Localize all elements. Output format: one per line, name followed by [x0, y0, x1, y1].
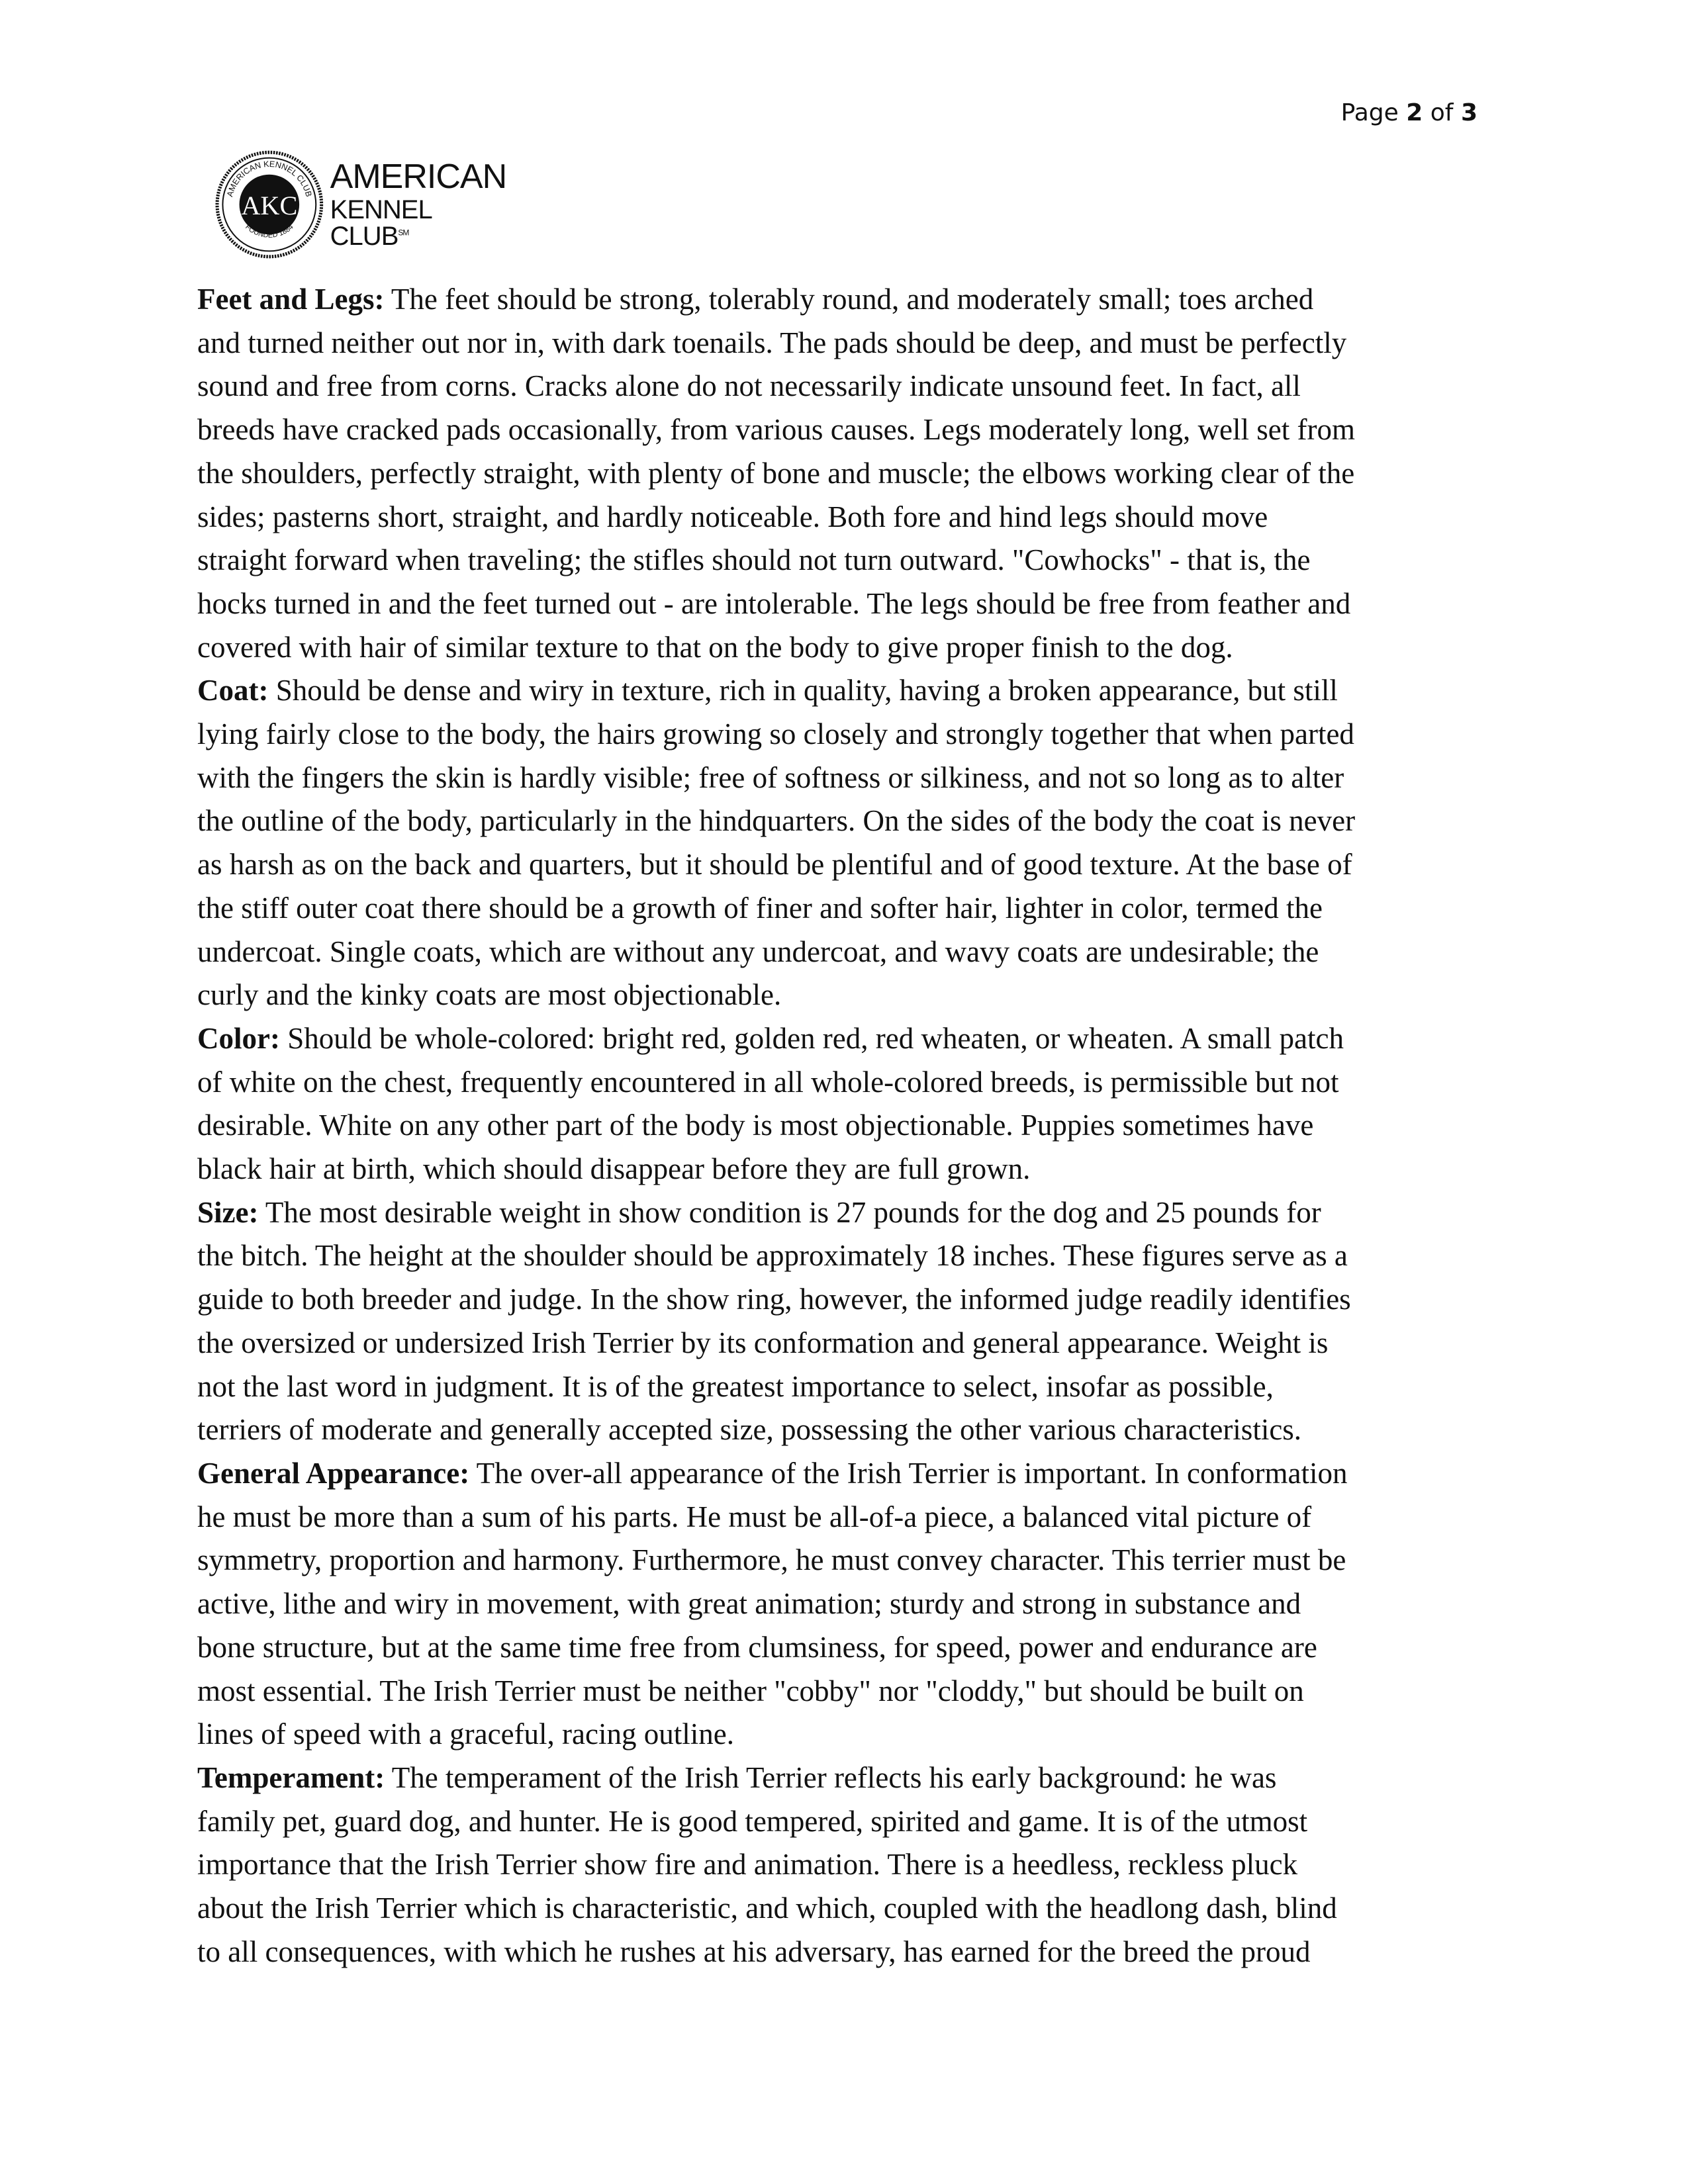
text-line: [197, 713, 1495, 756]
svg-text:FOUNDED 1884: FOUNDED 1884: [244, 222, 295, 240]
text-line: [197, 931, 1495, 974]
line-text: most essential. The Irish Terrier must be neither "cobby" nor "cloddy," but should be built on: [197, 1674, 1304, 1707]
text-line: [197, 1061, 1495, 1105]
text-line: [197, 1408, 1495, 1452]
line-text: bone structure, but at the same time free from clumsiness, for speed, power and endurance are: [197, 1630, 1317, 1664]
line-text: black hair at birth, which should disappear before they are full grown.: [197, 1152, 1031, 1186]
text-line: [197, 1017, 1495, 1061]
text-line: [197, 322, 1495, 365]
text-line: [197, 278, 1495, 322]
text-line: [197, 1582, 1495, 1626]
page-of: of: [1430, 99, 1454, 126]
page-label: Page: [1340, 99, 1399, 126]
text-line: [197, 496, 1495, 539]
svg-text:AKC: AKC: [241, 191, 298, 221]
text-line: [197, 1191, 1495, 1235]
logo-line1: AMERICAN: [330, 158, 507, 196]
text-line: [197, 408, 1495, 452]
line-text: as harsh as on the back and quarters, but it should be plentiful and of good texture. At the base of: [197, 848, 1352, 882]
text-line: [197, 626, 1495, 670]
line-text: to all consequences, with which he rushes at his adversary, has earned for the breed the proud: [197, 1934, 1311, 1968]
text-line: [197, 1800, 1495, 1844]
page-number: [1341, 99, 1477, 126]
line-text: lines of speed with a graceful, racing outline.: [197, 1717, 734, 1751]
line-text: desirable. White on any other part of the body is most objectionable. Puppies sometimes have: [197, 1109, 1314, 1142]
text-line: [197, 1539, 1495, 1582]
document-body: [197, 278, 1495, 1974]
text-line: [197, 1452, 1495, 1496]
text-line: [197, 843, 1495, 887]
line-text: Should be dense and wiry in texture, rich in quality, having a broken appearance, but still: [268, 674, 1338, 707]
line-text: undercoat. Single coats, which are without any undercoat, and wavy coats are undesirable; the: [197, 934, 1319, 968]
akc-wordmark: [330, 159, 512, 250]
text-line: [197, 1670, 1495, 1713]
line-text: covered with hair of similar texture to that on the body to give proper finish to the dog.: [197, 630, 1233, 664]
line-text: The temperament of the Irish Terrier reflects his early background: he was: [385, 1760, 1277, 1794]
line-text: lying fairly close to the body, the hairs growing so closely and strongly together that when parted: [197, 717, 1354, 751]
line-text: family pet, guard dog, and hunter. He is good tempered, spirited and game. It is of the utmost: [197, 1804, 1308, 1838]
line-text: the stiff outer coat there should be a growth of finer and softer hair, lighter in color, termed the: [197, 891, 1323, 925]
text-line: [197, 756, 1495, 800]
current-page: 2: [1406, 99, 1423, 126]
text-line: [197, 1365, 1495, 1409]
line-text: symmetry, proportion and harmony. Furthermore, he must convey character. This terrier must be: [197, 1543, 1346, 1577]
text-line: [197, 539, 1495, 582]
line-text: straight forward when traveling; the stifles should not turn outward. "Cowhocks" - that is, the: [197, 543, 1311, 577]
text-line: [197, 974, 1495, 1017]
line-text: terriers of moderate and generally accepted size, possessing the other various characteristics.: [197, 1413, 1302, 1447]
text-line: [197, 1322, 1495, 1365]
line-text: not the last word in judgment. It is of the greatest importance to select, insofar as possible,: [197, 1369, 1274, 1403]
line-text: he must be more than a sum of his parts. He must be all-of-a piece, a balanced vital picture of: [197, 1500, 1312, 1533]
line-text: The most desirable weight in show condition is 27 pounds for the dog and 25 pounds for: [258, 1195, 1321, 1229]
text-line: [197, 1887, 1495, 1931]
akc-seal-icon: [214, 148, 325, 261]
line-text: The over-all appearance of the Irish Terrier is important. In conformation: [469, 1456, 1348, 1490]
line-text: curly and the kinky coats are most objectionable.: [197, 978, 782, 1012]
line-text: sides; pasterns short, straight, and hardly noticeable. Both fore and hind legs should move: [197, 500, 1268, 533]
svg-text:AMERICAN KENNEL CLUB: AMERICAN KENNEL CLUB: [225, 159, 314, 198]
line-text: breeds have cracked pads occasionally, from various causes. Legs moderately long, well set from: [197, 413, 1355, 447]
section-heading: Coat:: [197, 674, 269, 707]
line-text: with the fingers the skin is hardly visible; free of softness or silkiness, and not so long as to alter: [197, 760, 1344, 794]
text-line: [197, 1148, 1495, 1191]
text-line: [197, 1626, 1495, 1670]
text-line: [197, 1496, 1495, 1539]
line-text: Should be whole-colored: bright red, golden red, red wheaten, or wheaten. A small patch: [279, 1021, 1344, 1055]
section-heading: Feet and Legs:: [197, 283, 385, 316]
text-line: [197, 1756, 1495, 1800]
text-line: [197, 582, 1495, 626]
section-heading: General Appearance:: [197, 1456, 470, 1490]
text-line: [197, 1931, 1495, 1974]
line-text: hocks turned in and the feet turned out - are intolerable. The legs should be free from feather and: [197, 586, 1351, 620]
text-line: [197, 1104, 1495, 1148]
line-text: the oversized or undersized Irish Terrier by its conformation and general appearance. Weight is: [197, 1326, 1329, 1359]
text-line: [197, 452, 1495, 496]
text-line: [197, 1278, 1495, 1322]
text-line: [197, 365, 1495, 408]
line-text: and turned neither out nor in, with dark toenails. The pads should be deep, and must be perfectly: [197, 326, 1347, 359]
line-text: importance that the Irish Terrier show fire and animation. There is a heedless, reckless pluck: [197, 1848, 1298, 1882]
text-line: [197, 1843, 1495, 1887]
section-heading: Color:: [197, 1021, 280, 1055]
text-line: [197, 799, 1495, 843]
section-heading: Temperament:: [197, 1760, 385, 1794]
line-text: The feet should be strong, tolerably round, and moderately small; toes arched: [384, 283, 1314, 316]
line-text: about the Irish Terrier which is characteristic, and which, coupled with the headlong dash, blind: [197, 1891, 1337, 1925]
akc-logo: [214, 145, 512, 264]
line-text: the outline of the body, particularly in the hindquarters. On the sides of the body the coat is never: [197, 804, 1356, 838]
line-text: guide to both breeder and judge. In the show ring, however, the informed judge readily identifies: [197, 1283, 1351, 1316]
line-text: of white on the chest, frequently encountered in all whole-colored breeds, is permissible but not: [197, 1065, 1339, 1099]
text-line: [197, 669, 1495, 713]
line-text: sound and free from corns. Cracks alone do not necessarily indicate unsound feet. In fact, all: [197, 369, 1301, 403]
service-mark: SM: [398, 228, 409, 238]
section-heading: Size:: [197, 1195, 259, 1229]
text-line: [197, 887, 1495, 931]
line-text: the shoulders, perfectly straight, with plenty of bone and muscle; the elbows working clear of the: [197, 456, 1355, 490]
text-line: [197, 1713, 1495, 1756]
line-text: active, lithe and wiry in movement, with great animation; sturdy and strong in substance and: [197, 1587, 1301, 1621]
text-line: [197, 1234, 1495, 1278]
logo-line2: KENNEL CLUB: [330, 195, 432, 251]
total-pages: 3: [1460, 99, 1477, 126]
line-text: the bitch. The height at the shoulder should be approximately 18 inches. These figures serve as a: [197, 1239, 1348, 1273]
